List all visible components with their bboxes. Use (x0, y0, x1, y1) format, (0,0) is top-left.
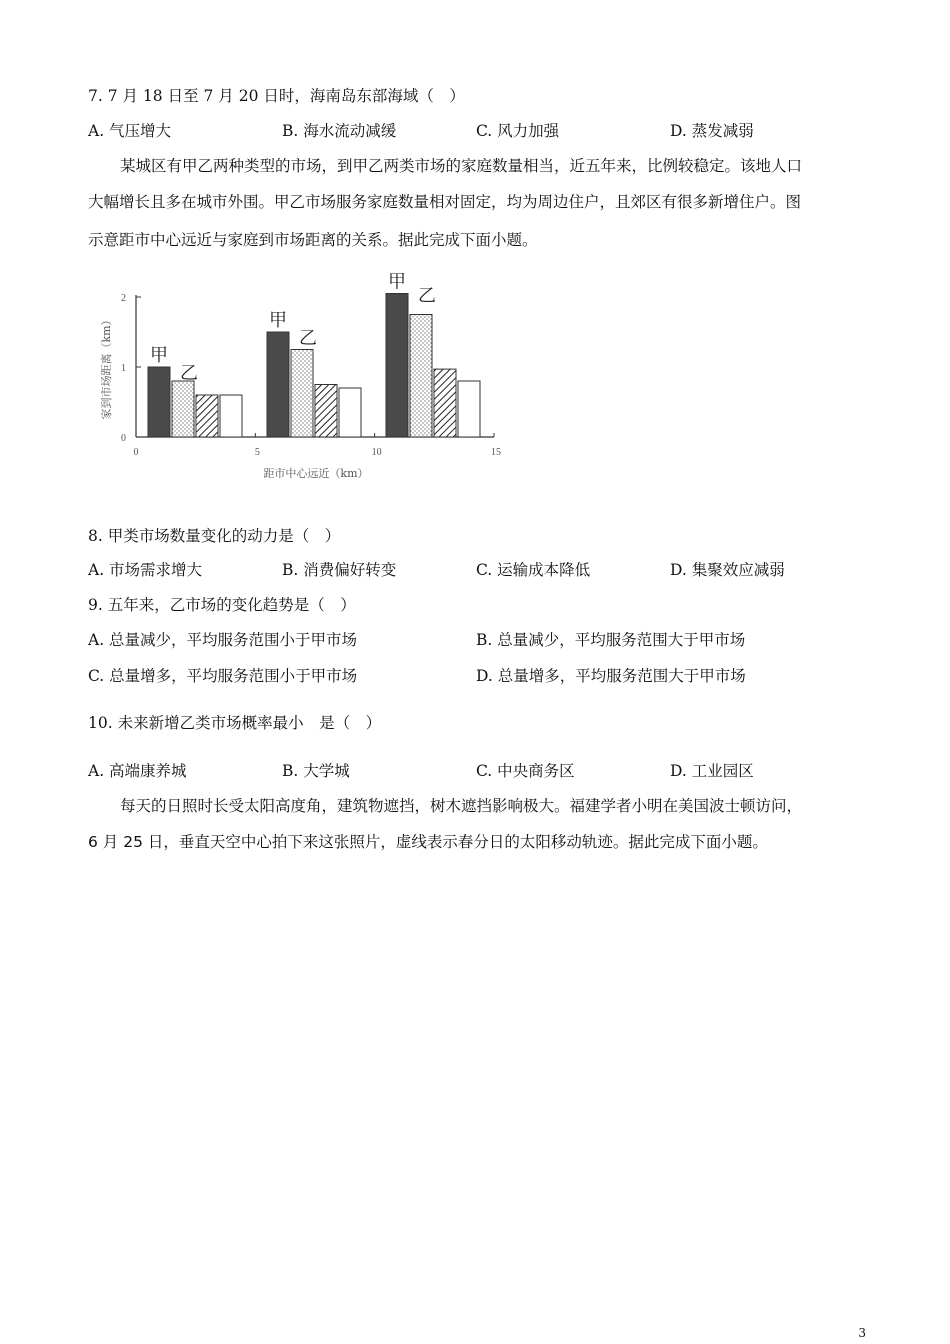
bar-group-3-series-3 (434, 369, 456, 437)
x-tick-label: 10 (371, 447, 382, 458)
passage1-line-3: 示意距市中心远近与家庭到市场距离的关系。据此完成下面小题。 (88, 231, 538, 249)
x-tick-label: 0 (133, 447, 139, 458)
y-tick-label: 1 (121, 363, 126, 374)
q8-option-c: C. 运输成本降低 (476, 561, 591, 579)
q9-option-a: A. 总量减少，平均服务范围小于甲市场 (88, 631, 358, 649)
bar-group-1-series-3 (196, 395, 218, 437)
q10-option-b: B. 大学城 (282, 762, 350, 780)
bar-group-2-series-2 (291, 350, 313, 438)
x-tick-label: 5 (254, 447, 260, 458)
bar-group-3-series-4 (458, 381, 480, 437)
bar-group-1-series-4 (220, 395, 242, 437)
bar-group-3-series-2 (410, 315, 432, 438)
passage1-line-1: 某城区有甲乙两种类型的市场，到甲乙两类市场的家庭数量相当，近五年来，比例较稳定。该地人口 (120, 157, 803, 175)
x-tick-label: 15 (491, 447, 501, 458)
q10-option-c: C. 中央商务区 (476, 762, 575, 780)
bar-label-jia: 甲 (150, 345, 168, 366)
q9-stem: 9. 五年来，乙市场的变化趋势是（ ） (88, 596, 356, 614)
bar-label-jia: 甲 (269, 310, 287, 331)
bar-label-yi: 乙 (418, 285, 436, 307)
bar-group-3-series-1 (386, 294, 408, 438)
bar-group-2-series-1 (267, 332, 289, 437)
q7-option-b: B. 海水流动减缓 (282, 122, 397, 140)
q7-option-a: A. 气压增大 (88, 122, 172, 140)
x-axis-label: 距市中心远近（km） (263, 467, 369, 480)
y-tick-label: 0 (121, 433, 126, 444)
q9-option-b: B. 总量减少，平均服务范围大于甲市场 (476, 631, 746, 649)
q7-option-c: C. 风力加强 (476, 122, 560, 140)
q7-stem: 7. 7 月 18 日至 7 月 20 日时，海南岛东部海域（ ） (88, 87, 465, 105)
y-tick-label: 2 (121, 293, 126, 304)
bar-label-yi: 乙 (180, 363, 198, 384)
q7-option-d: D. 蒸发减弱 (670, 122, 754, 140)
q10-option-d: D. 工业园区 (670, 762, 754, 780)
q8-option-a: A. 市场需求增大 (88, 561, 203, 579)
passage2-line-1: 每天的日照时长受太阳高度角，建筑物遮挡，树木遮挡影响极大。福建学者小明在美国波士顿访问， (120, 797, 803, 815)
q8-option-d: D. 集聚效应减弱 (670, 561, 785, 579)
q8-stem: 8. 甲类市场数量变化的动力是（ ） (88, 527, 341, 545)
bar-label-yi: 乙 (299, 328, 317, 349)
passage2-line-2: 6 月 25 日，垂直天空中心拍下来这张照片，虚线表示春分日的太阳移动轨迹。据此完成下面小题。 (88, 833, 768, 851)
bar-group-1-series-2 (172, 381, 194, 437)
market-distance-bar-chart (90, 262, 510, 484)
bar-label-jia: 甲 (388, 271, 406, 293)
q8-option-b: B. 消费偏好转变 (282, 561, 397, 579)
q10-stem: 10. 未来新增乙类市场概率最小 是（ ） (88, 714, 382, 732)
page-number: 3 (858, 1326, 866, 1340)
q9-option-c: C. 总量增多，平均服务范围小于甲市场 (88, 667, 358, 685)
q10-option-a: A. 高端康养城 (88, 762, 187, 780)
bar-group-1-series-1 (148, 367, 170, 437)
bar-group-2-series-4 (339, 388, 361, 437)
passage1-line-2: 大幅增长且多在城市外围。甲乙市场服务家庭数量相对固定，均为周边住户，且郊区有很多新增住户。图 (88, 193, 802, 211)
q9-option-d: D. 总量增多，平均服务范围大于甲市场 (476, 667, 746, 685)
y-axis-label: 家到市场距离（km） (100, 314, 113, 420)
bar-group-2-series-3 (315, 385, 337, 438)
